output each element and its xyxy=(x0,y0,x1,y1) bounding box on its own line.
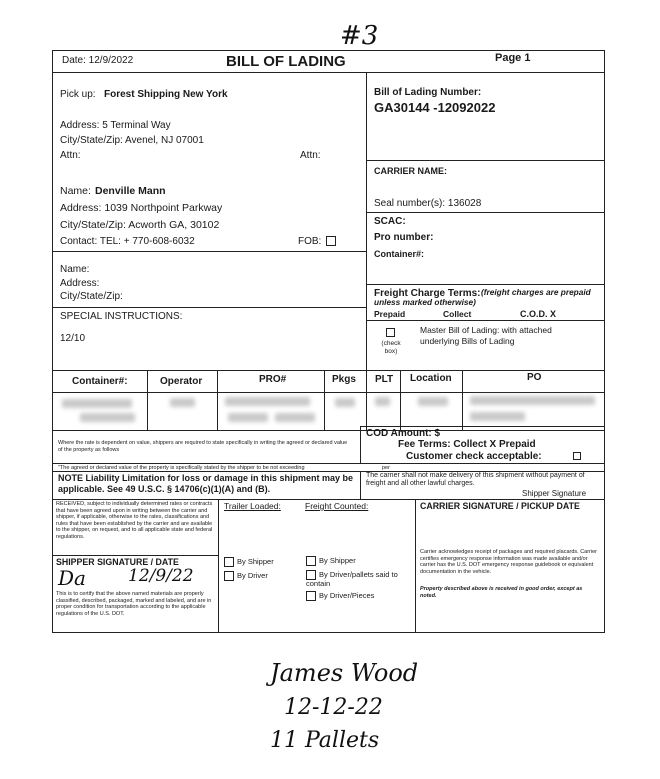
pickup-attn-right: Attn: xyxy=(300,150,321,161)
blurred-cell xyxy=(470,412,525,421)
shipper-signature-label: Shipper Signature xyxy=(522,489,587,498)
col-location: Location xyxy=(410,373,452,384)
blurred-cell xyxy=(62,399,132,408)
check-box-hint: (check box) xyxy=(381,340,401,355)
checkbox[interactable] xyxy=(306,556,316,566)
scac-label: SCAC: xyxy=(374,216,406,227)
col-operator: Operator xyxy=(160,376,203,387)
blurred-cell xyxy=(225,397,310,406)
declared-value-note-2: "The agreed or declared value of the property is specifically stated by the shipper to be not exceeding xyxy=(58,465,305,471)
freight-prepaid: Prepaid xyxy=(374,309,406,319)
freight-by-driver-pallets[interactable]: By Driver/pallets said to contain xyxy=(306,569,398,588)
checkbox[interactable] xyxy=(224,557,234,567)
blurred-cell xyxy=(335,398,355,407)
bol-number: GA30144 -12092022 xyxy=(374,100,496,115)
pickup-attn: Attn: xyxy=(60,150,81,161)
freight-terms-title: Freight Charge Terms: xyxy=(374,288,481,299)
blurred-cell xyxy=(418,397,448,406)
form-date: Date: 12/9/2022 xyxy=(62,55,134,66)
carrier-signature-title: CARRIER SIGNATURE / PICKUP DATE xyxy=(420,501,580,511)
blurred-cell xyxy=(275,413,315,422)
per-label: per xyxy=(382,465,390,471)
seal-number: Seal number(s): 136028 xyxy=(374,198,482,209)
trailer-by-shipper[interactable]: By Shipper xyxy=(224,557,274,567)
third-party-name: Name: xyxy=(60,264,90,275)
col-pkgs: Pkgs xyxy=(332,374,356,385)
third-party-city: City/State/Zip: xyxy=(60,291,123,302)
page-number: Page 1 xyxy=(495,52,531,64)
property-received-note: Property described above is received in good order, except as noted. xyxy=(420,586,583,599)
trailer-loaded-label: Trailer Loaded: xyxy=(224,501,281,511)
master-bol-text: Master Bill of Lading: with attached underlying Bills of Lading xyxy=(420,325,552,346)
checkbox[interactable] xyxy=(224,571,234,581)
consignee-contact: Contact: TEL: + 770-608-6032 xyxy=(60,236,195,247)
declared-value-note: Where the rate is dependent on value, shippers are required to state specifically in writing the agreed or declared value of the property as follows xyxy=(58,440,348,453)
handwritten-pallets: 11 Pallets xyxy=(270,728,380,753)
freight-by-driver-pieces[interactable]: By Driver/Pieces xyxy=(306,591,374,601)
consignee-name: Denville Mann xyxy=(95,185,166,197)
col-pro: PRO# xyxy=(259,374,287,385)
shipper-signature-title: SHIPPER SIGNATURE / DATE xyxy=(56,557,179,567)
third-party-address: Address: xyxy=(60,278,100,289)
cod-fee-terms: Fee Terms: Collect X Prepaid xyxy=(398,439,536,450)
freight-by-shipper[interactable]: By Shipper xyxy=(306,556,356,566)
pickup-city: City/State/Zip: Avenel, NJ 07001 xyxy=(60,135,204,146)
carrier-payment-note: The carrier shall not make delivery of this shipment without payment of freight and all other lawful charges. xyxy=(366,472,585,488)
bol-number-label: Bill of Lading Number: xyxy=(374,87,482,98)
customer-check-checkbox[interactable] xyxy=(573,452,581,460)
checkbox[interactable] xyxy=(306,591,316,601)
received-terms: RECEIVED, subject to individually determined rates or contracts that have been agreed upon in writing between the carrier and shipper, if applicable, otherwise to the rates, classifications and rules that have been established by the carrier and are available to the shipper, on request, and to all applicable state and federal regulations. xyxy=(56,501,213,540)
consignee-address: Address: 1039 Northpoint Parkway xyxy=(60,202,223,214)
handwritten-form-number: #3 xyxy=(340,21,379,51)
shipper-signature-date: 12/9/22 xyxy=(128,566,194,586)
master-bol-checkbox[interactable] xyxy=(386,328,395,337)
carrier-name-label: CARRIER NAME: xyxy=(374,166,447,176)
pickup-label: Pick up: xyxy=(60,89,96,100)
pro-number-label: Pro number: xyxy=(374,232,434,243)
blurred-cell xyxy=(228,413,268,422)
pickup-address: Address: 5 Terminal Way xyxy=(60,120,171,131)
blurred-cell xyxy=(375,397,390,406)
certify-note: This is to certify that the above named materials are properly classified, described, packaged, marked and labeled, and are in proper condition for transportation according to the applicable regulations of the U.S. DOT. xyxy=(56,591,212,617)
blurred-cell xyxy=(80,413,135,422)
fob-checkbox[interactable] xyxy=(326,236,336,246)
freight-terms-note: (freight charges are prepaid unless marked otherwise) xyxy=(374,287,591,308)
handwritten-date: 12-12-22 xyxy=(284,695,383,720)
form-title: BILL OF LADING xyxy=(226,53,346,70)
freight-cod: C.O.D. X xyxy=(520,309,557,319)
cod-amount: COD Amount: $ xyxy=(366,428,441,439)
special-instructions-value: 12/10 xyxy=(60,333,86,344)
shipper-signature: Da xyxy=(58,566,86,590)
pickup-company: Forest Shipping New York xyxy=(104,89,228,100)
col-container: Container#: xyxy=(72,376,128,387)
col-plt: PLT xyxy=(375,374,394,385)
freight-counted-label: Freight Counted: xyxy=(305,501,369,511)
cod-customer-check: Customer check acceptable: xyxy=(406,451,542,462)
carrier-acknowledgement: Carrier acknowledges receipt of packages and required placards. Carrier certifies emergency response information was made available and/or carrier has the U.S. DOT emergency response guidebook or equivalent documentation in the vehicle. xyxy=(420,549,598,575)
special-instructions-label: SPECIAL INSTRUCTIONS: xyxy=(60,311,183,322)
container-label: Container#: xyxy=(374,249,425,259)
trailer-by-driver[interactable]: By Driver xyxy=(224,571,268,581)
consignee-city: City/State/Zip: Acworth GA, 30102 xyxy=(60,219,220,231)
blurred-cell xyxy=(170,398,195,407)
col-po: PO xyxy=(527,372,542,383)
liability-note: NOTE Liability Limitation for loss or damage in this shipment may be applicable. See 49 U.S.C. § 14706(c)(1)(A) and (B). xyxy=(58,473,354,494)
fob-label: FOB: xyxy=(298,236,322,247)
handwritten-name: James Wood xyxy=(270,659,419,687)
freight-collect: Collect xyxy=(443,309,472,319)
blurred-cell xyxy=(470,396,595,405)
consignee-name-label: Name: xyxy=(60,185,91,197)
